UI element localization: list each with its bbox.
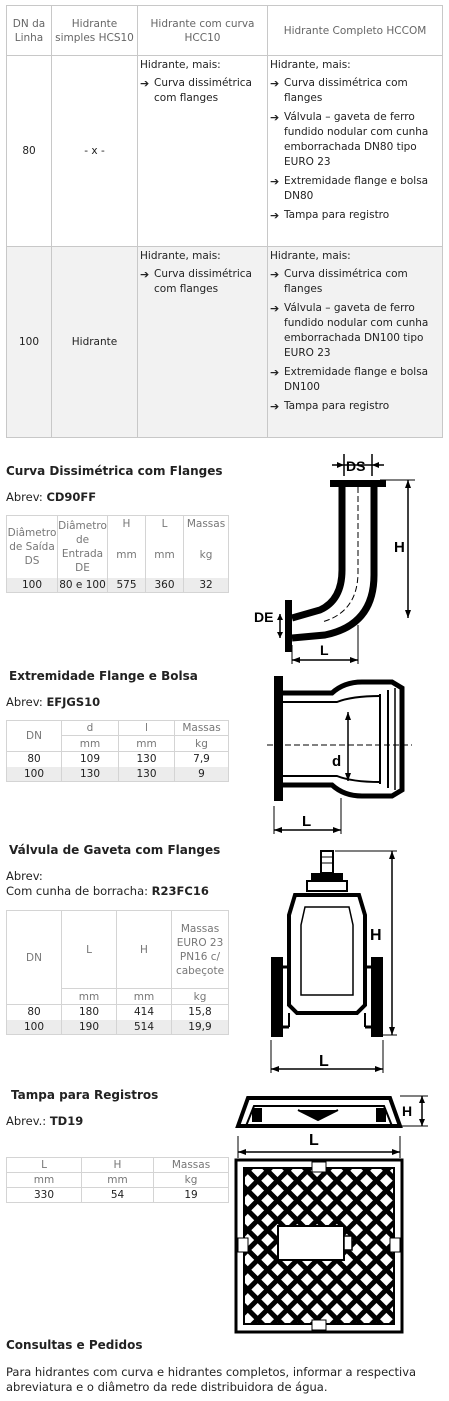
header-dn: DN da Linha bbox=[7, 6, 52, 56]
hydrant-header-row bbox=[7, 6, 443, 56]
list-item bbox=[270, 365, 440, 395]
header-l: L bbox=[146, 516, 184, 532]
unit-h: mm bbox=[108, 532, 146, 578]
cell-l: 180 bbox=[62, 1005, 117, 1020]
header-massas: Massas EURO 23 PN16 c/ cabeçote bbox=[172, 911, 229, 989]
list-item bbox=[270, 399, 440, 414]
list-item-text: Tampa para registro bbox=[284, 209, 390, 221]
intro-text: Hidrante, mais: bbox=[140, 250, 221, 262]
header-row bbox=[7, 1158, 229, 1173]
table-row bbox=[7, 767, 229, 782]
list-item-text: Válvula – gaveta de ferro fundido nodular com cunha emborrachada DN80 tipo EURO 23 bbox=[284, 111, 429, 168]
unit-massas: kg bbox=[154, 1173, 229, 1188]
item-list bbox=[270, 267, 440, 414]
cell-d: 109 bbox=[62, 752, 119, 767]
unit-l: mm bbox=[146, 532, 184, 578]
valvula-drawing bbox=[265, 845, 405, 1075]
list-item bbox=[270, 174, 440, 204]
curva-abrev bbox=[6, 490, 96, 504]
header-ds: Diâmetro de Saída DS bbox=[7, 516, 58, 578]
list-item bbox=[270, 267, 440, 297]
header-curva: Hidrante com curva HCC10 bbox=[138, 6, 268, 56]
tampa-abrev bbox=[6, 1114, 83, 1128]
arrow-icon: ➔ bbox=[270, 366, 280, 379]
header-dn: DN bbox=[7, 721, 62, 752]
arrow-icon: ➔ bbox=[270, 302, 280, 315]
completo-cell bbox=[268, 247, 443, 438]
curva-cell bbox=[138, 56, 268, 247]
label-de: DE bbox=[254, 609, 274, 625]
item-list bbox=[270, 76, 440, 223]
cell-dn: 100 bbox=[7, 767, 62, 782]
label-d: d bbox=[332, 753, 342, 770]
dn-cell: 80 bbox=[7, 56, 52, 247]
list-item bbox=[140, 76, 265, 106]
cell-ds: 100 bbox=[7, 578, 58, 593]
cell-h: 575 bbox=[108, 578, 146, 593]
table-row bbox=[7, 1020, 229, 1035]
cell-de: 80 e 100 bbox=[59, 578, 106, 591]
list-item bbox=[270, 301, 440, 361]
unit-massas: kg bbox=[184, 532, 229, 578]
unit-h: mm bbox=[117, 989, 172, 1005]
arrow-icon: ➔ bbox=[140, 268, 150, 281]
label-l: L bbox=[302, 813, 312, 830]
header-h: H bbox=[108, 516, 146, 532]
header-row bbox=[7, 516, 229, 532]
header-row bbox=[7, 721, 229, 736]
abrev-code: CD90FF bbox=[46, 490, 97, 504]
curva-drawing bbox=[250, 450, 420, 670]
header-l: L bbox=[62, 911, 117, 989]
cell-massas: 32 bbox=[184, 578, 229, 593]
arrow-icon: ➔ bbox=[270, 77, 280, 90]
item-list bbox=[140, 267, 265, 297]
abrev-code: TD19 bbox=[49, 1114, 84, 1128]
footer-title: Consultas e Pedidos bbox=[6, 1338, 143, 1352]
unit-l: mm bbox=[62, 989, 117, 1005]
footer-text: Para hidrantes com curva e hidrantes completos, informar a respectiva abreviatura e o diâmetro da rede distribuidora de água. bbox=[6, 1365, 417, 1394]
header-massas: Massas bbox=[184, 516, 229, 532]
label-l: L bbox=[320, 642, 329, 658]
cell-l: 130 bbox=[119, 752, 175, 767]
tampa-spec-table bbox=[6, 1157, 229, 1203]
valvula-cunha bbox=[6, 884, 209, 898]
abrev-label: Abrev.: bbox=[6, 1114, 47, 1128]
cell-dn: 80 bbox=[7, 1005, 62, 1020]
item-list bbox=[140, 76, 265, 106]
unit-d: mm bbox=[62, 736, 119, 752]
cell-massas: 19,9 bbox=[172, 1020, 229, 1035]
table-row bbox=[7, 1188, 229, 1203]
extremidade-abrev bbox=[6, 695, 100, 709]
list-item-text: Válvula – gaveta de ferro fundido nodular com cunha emborrachada DN100 tipo EURO 23 bbox=[284, 302, 429, 359]
cell-massas: 7,9 bbox=[175, 752, 229, 767]
table-row bbox=[7, 56, 443, 247]
unit-l: mm bbox=[119, 736, 175, 752]
extremidade-drawing bbox=[262, 668, 432, 840]
dn-cell: 100 bbox=[7, 247, 52, 438]
header-dn: DN bbox=[7, 911, 62, 1005]
header-massas: Massas bbox=[154, 1158, 229, 1173]
list-item bbox=[140, 267, 265, 297]
cell-massas: 9 bbox=[175, 767, 229, 782]
cell-dn: 80 bbox=[7, 752, 62, 767]
cell-dn: 100 bbox=[7, 1020, 62, 1035]
label-l: L bbox=[309, 1132, 319, 1149]
header-de: Diâmetro de Entrada DE bbox=[58, 516, 108, 578]
list-item bbox=[270, 76, 440, 106]
cell-h: 54 bbox=[82, 1188, 154, 1203]
arrow-icon: ➔ bbox=[270, 268, 280, 281]
intro-text: Hidrante, mais: bbox=[270, 250, 351, 262]
cunha-label: Com cunha de borracha: bbox=[6, 884, 149, 898]
valvula-title: Válvula de Gaveta com Flanges bbox=[9, 843, 221, 857]
list-item-text: Tampa para registro bbox=[284, 400, 390, 412]
arrow-icon: ➔ bbox=[270, 400, 280, 413]
abrev-code: R23FC16 bbox=[151, 884, 209, 898]
valvula-spec-table bbox=[6, 910, 229, 1035]
list-item-text: Curva dissimétrica com flanges bbox=[154, 77, 252, 104]
arrow-icon: ➔ bbox=[140, 77, 150, 90]
list-item-text: Curva dissimétrica com flanges bbox=[284, 77, 408, 104]
intro-text: Hidrante, mais: bbox=[270, 59, 351, 71]
cell-d: 130 bbox=[62, 767, 119, 782]
header-l: L bbox=[7, 1158, 82, 1173]
list-item-text: Curva dissimétrica com flanges bbox=[154, 268, 252, 295]
simple-cell: Hidrante bbox=[52, 247, 138, 438]
header-d: d bbox=[62, 721, 119, 736]
cell-h: 414 bbox=[117, 1005, 172, 1020]
extremidade-title: Extremidade Flange e Bolsa bbox=[9, 669, 198, 683]
valvula-abrev: Abrev: bbox=[6, 869, 43, 883]
arrow-icon: ➔ bbox=[270, 175, 280, 188]
header-completo: Hidrante Completo HCCOM bbox=[268, 6, 443, 56]
cell-h: 514 bbox=[117, 1020, 172, 1035]
unit-massas: kg bbox=[172, 989, 229, 1005]
unit-massas: kg bbox=[175, 736, 229, 752]
header-h: H bbox=[117, 911, 172, 989]
tampa-drawing bbox=[228, 1088, 433, 1338]
unit-h: mm bbox=[82, 1173, 154, 1188]
curva-spec-table bbox=[6, 515, 229, 593]
header-row bbox=[7, 911, 229, 989]
abrev-label: Abrev: bbox=[6, 695, 43, 709]
units-row bbox=[7, 1173, 229, 1188]
list-item bbox=[270, 208, 440, 223]
header-massas: Massas bbox=[175, 721, 229, 736]
header-simple: Hidrante simples HCS10 bbox=[52, 6, 138, 56]
label-h: H bbox=[370, 927, 382, 944]
table-row bbox=[7, 1005, 229, 1020]
cell-l: 130 bbox=[119, 767, 175, 782]
cell-l: 190 bbox=[62, 1020, 117, 1035]
extremidade-spec-table bbox=[6, 720, 229, 782]
label-ds: DS bbox=[346, 458, 366, 474]
curva-cell bbox=[138, 247, 268, 438]
cell-massas: 19 bbox=[154, 1188, 229, 1203]
label-h: H bbox=[402, 1103, 413, 1119]
hydrant-table bbox=[6, 5, 443, 438]
abrev-code: EFJGS10 bbox=[46, 695, 101, 709]
list-item-text: Extremidade flange e bolsa DN80 bbox=[284, 175, 429, 202]
table-row bbox=[7, 752, 229, 767]
completo-cell bbox=[268, 56, 443, 247]
curva-title: Curva Dissimétrica com Flanges bbox=[6, 464, 223, 478]
cell-massas: 15,8 bbox=[172, 1005, 229, 1020]
label-h: H bbox=[394, 539, 405, 556]
table-row bbox=[7, 578, 229, 593]
label-l: L bbox=[319, 1053, 329, 1070]
unit-l: mm bbox=[7, 1173, 82, 1188]
intro-text: Hidrante, mais: bbox=[140, 59, 221, 71]
arrow-icon: ➔ bbox=[270, 209, 280, 222]
list-item-text: Extremidade flange e bolsa DN100 bbox=[284, 366, 429, 393]
abrev-label: Abrev: bbox=[6, 490, 43, 504]
cell-l: 360 bbox=[146, 578, 184, 593]
simple-cell: - x - bbox=[52, 56, 138, 247]
header-l: l bbox=[119, 721, 175, 736]
header-h: H bbox=[82, 1158, 154, 1173]
list-item bbox=[270, 110, 440, 170]
table-row bbox=[7, 247, 443, 438]
cell-l: 330 bbox=[7, 1188, 82, 1203]
arrow-icon: ➔ bbox=[270, 111, 280, 124]
list-item-text: Curva dissimétrica com flanges bbox=[284, 268, 408, 295]
tampa-title: Tampa para Registros bbox=[11, 1088, 159, 1102]
